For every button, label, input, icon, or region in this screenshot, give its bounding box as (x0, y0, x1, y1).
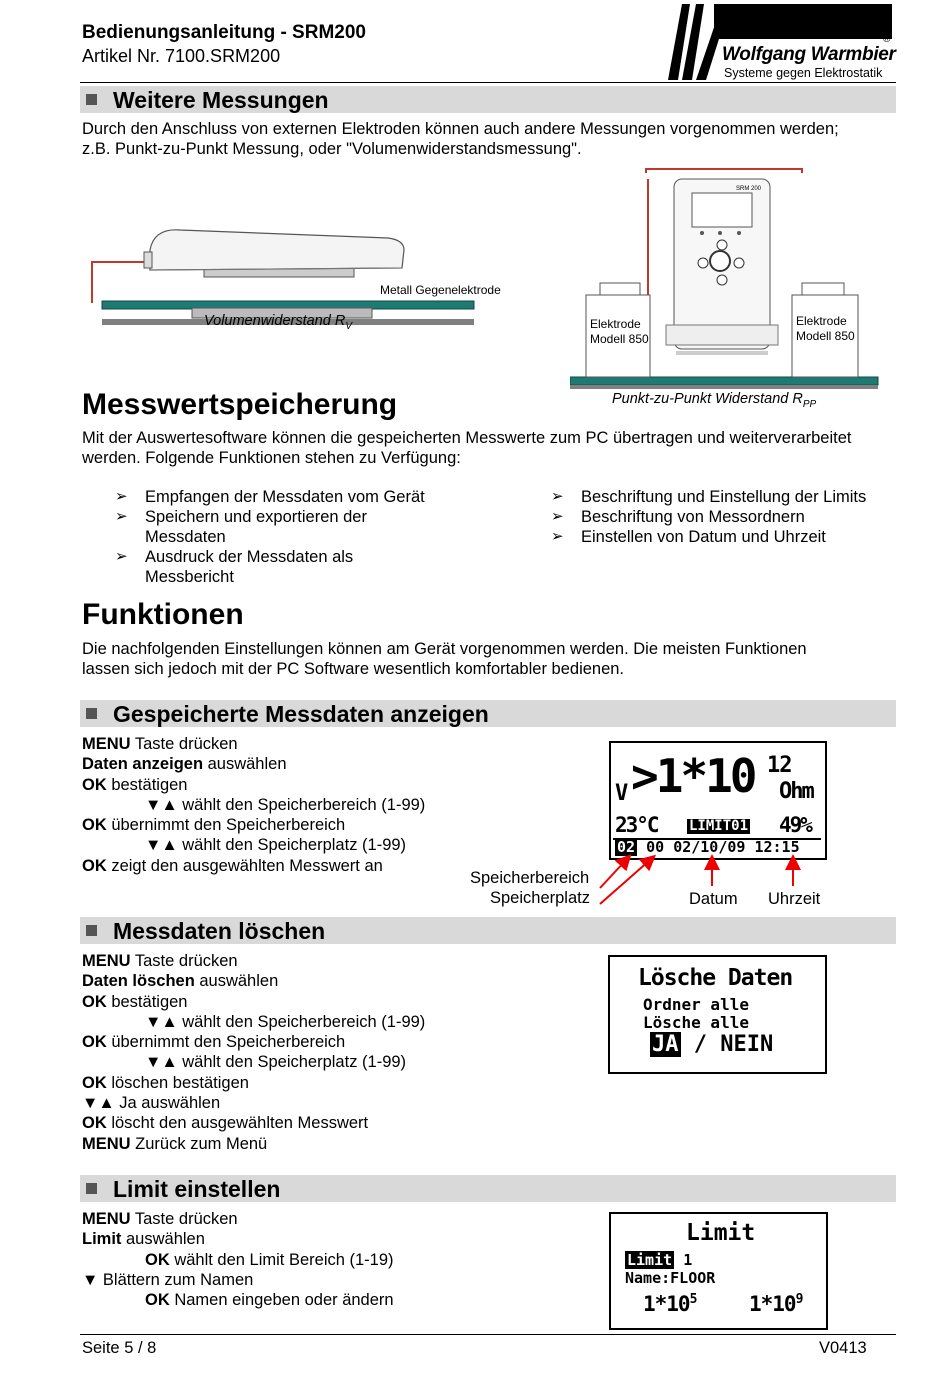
arrow-bullet-icon: ➢ (115, 548, 128, 565)
instruction-line: Limit auswählen (82, 1230, 205, 1249)
section-title: Gespeicherte Messdaten anzeigen (113, 701, 489, 727)
instruction-line: OK wählt den Limit Bereich (1-19) (145, 1250, 394, 1269)
lcd-limit-name: Name:FLOOR (625, 1269, 716, 1287)
lcd-delete-display (608, 955, 827, 1074)
instruction-line: OK löschen bestätigen (82, 1073, 249, 1092)
square-bullet-icon (86, 925, 97, 936)
square-bullet-icon (86, 94, 97, 105)
feature-list-left (115, 487, 445, 587)
instruction-line: Daten löschen auswählen (82, 972, 279, 991)
header-rule (80, 82, 896, 83)
instruction-line: MENU Taste drücken (82, 735, 238, 753)
instruction-line: OK übernimmt den Speicherbereich (82, 1033, 346, 1052)
lcd-humidity: 49% (779, 813, 811, 837)
section-bar-weitere-messungen (80, 86, 896, 113)
list-item: ➢ Beschriftung von Messordnern (551, 508, 805, 526)
lcd-limit-title: Limit (686, 1220, 756, 1246)
instruction-line: ▼▲ Ja auswählen (82, 1094, 221, 1113)
fig-caption-left: Volumenwiderstand $R_V$ (204, 313, 352, 332)
electrode-left-label: Elektrode Modell 850 (590, 317, 649, 346)
ja-option: JA (652, 1032, 679, 1057)
instruction-line: MENU Taste drücken (82, 952, 238, 970)
electrode-right-label: Elektrode Modell 850 (796, 314, 855, 343)
lcd-prefix: V (615, 781, 629, 806)
instruction-line: ▼▲ wählt den Speicherplatz (1-99) (145, 836, 407, 855)
figure-volume-resistance (88, 222, 508, 332)
instruction-line: OK zeigt den ausgewählten Messwert an (82, 856, 383, 875)
lcd-delete-title: Lösche Daten (638, 965, 793, 991)
logo-tagline: Systeme gegen Elektrostatik (724, 66, 883, 80)
footer-rule (80, 1334, 896, 1335)
arrow-bullet-icon: ➢ (551, 508, 564, 525)
list-item: ➢ Einstellen von Datum und Uhrzeit (551, 528, 826, 546)
section-bar-messdaten-anzeigen (80, 700, 896, 727)
article-number: Artikel Nr. 7100.SRM200 (82, 46, 281, 66)
list-item: ➢ Speichern und exportieren der Messdaten (115, 508, 367, 546)
instruction-line: OK löscht den ausgewählten Messwert (82, 1114, 369, 1133)
device-label: SRM 200 (736, 186, 762, 192)
label-speicherbereich: Speicherbereich (470, 869, 590, 887)
instruction-line: ▼ Blättern zum Namen (82, 1270, 254, 1289)
label-speicherplatz: Speicherplatz (490, 889, 590, 907)
paragraph: Die nachfolgenden Einstellungen können am Gerät vorgenommen werden. Die meisten Funktionen lassen sich jedoch mit der PC Software wesentlich komfortabler bedienen. (82, 640, 807, 679)
fig-caption-right: Punkt-zu-Punkt Widerstand $R_{PP}$ (612, 391, 817, 410)
lcd-delete-line1: Ordner alle (643, 995, 749, 1014)
page-number: Seite 5 / 8 (82, 1339, 157, 1357)
lcd-limit-row: Limit 1 (627, 1251, 693, 1269)
instructions-loeschen (82, 951, 482, 1154)
lcd-value: >1*10 (631, 749, 755, 803)
lcd-limit-display (609, 1212, 828, 1330)
version: V0413 (819, 1339, 867, 1357)
instruction-line: OK übernimmt den Speicherbereich (82, 816, 346, 835)
company-logo (668, 4, 896, 82)
section-title: Messdaten löschen (113, 918, 326, 944)
list-item: ➢ Beschriftung und Einstellung der Limits (551, 488, 867, 506)
arrow-bullet-icon: ➢ (551, 528, 564, 545)
instruction-line: Daten anzeigen auswählen (82, 755, 287, 774)
list-item: ➢ Ausdruck der Messdaten als Messbericht (115, 548, 354, 586)
lcd-exponent: 12 (767, 753, 792, 778)
instruction-line: OK Namen eingeben oder ändern (145, 1291, 394, 1310)
feature-list-right (551, 487, 896, 547)
paragraph: Durch den Anschluss von externen Elektroden können auch andere Messungen vorgenommen werden; z.B. Punkt-zu-Punkt Messung, oder "Volumenwiderstandsmessung". (82, 120, 839, 159)
section-title: Limit einstellen (113, 1176, 281, 1202)
lcd-temperature: 23°C (615, 813, 658, 837)
instruction-line: OK bestätigen (82, 775, 188, 794)
logo-reg: ® (883, 34, 891, 45)
nein-option: NEIN (720, 1032, 774, 1057)
heading-funktionen: Funktionen (82, 598, 244, 631)
section-title: Weitere Messungen (113, 87, 329, 113)
lcd-limit-low: $1*10^5$ (643, 1292, 697, 1316)
heading-messwertspeicherung: Messwertspeicherung (82, 388, 398, 421)
doc-title: Bedienungsanleitung - SRM200 (82, 22, 366, 43)
lcd-status-line: 02 00 02/10/09 12:15 (617, 838, 800, 856)
arrow-bullet-icon: ➢ (551, 488, 564, 505)
section-bar-limit-einstellen (80, 1175, 896, 1202)
paragraph: Mit der Auswertesoftware können die gespeicherten Messwerte zum PC übertragen und weiterverarbeitet werden. Folgende Funktionen stehen zu Verfügung: (82, 429, 852, 468)
label-uhrzeit: Uhrzeit (768, 890, 821, 908)
square-bullet-icon (86, 1183, 97, 1194)
instruction-line: MENU Taste drücken (82, 1210, 238, 1228)
section-bar-messdaten-loeschen (80, 917, 896, 944)
instructions-anzeigen (82, 734, 482, 876)
figure-point-to-point (570, 165, 880, 410)
lcd-delete-line2: Lösche alle (643, 1013, 749, 1032)
logo-name: Wolfgang Warmbier (722, 44, 896, 65)
instructions-limit (82, 1209, 482, 1310)
instruction-line: ▼▲ wählt den Speicherbereich (1-99) (145, 795, 426, 814)
instruction-line: MENU Zurück zum Menü (82, 1134, 268, 1153)
list-item: ➢ Empfangen der Messdaten vom Gerät (115, 488, 425, 506)
lcd-limit-high: $1*10^9$ (749, 1292, 803, 1316)
fig-label-counter-electrode: Metall Gegenelektrode (380, 283, 501, 297)
lcd-measurement-display (609, 741, 827, 860)
label-datum: Datum (689, 890, 738, 908)
lcd-delete-choice: JA / NEIN (652, 1032, 774, 1057)
lcd-limit-tag: LIMIT01 (689, 818, 749, 834)
square-bullet-icon (86, 708, 97, 719)
lcd-unit: Ohm (779, 779, 813, 804)
arrow-bullet-icon: ➢ (115, 488, 128, 505)
arrow-bullet-icon: ➢ (115, 508, 128, 525)
instruction-line: ▼▲ wählt den Speicherplatz (1-99) (145, 1053, 407, 1072)
instruction-line: OK bestätigen (82, 992, 188, 1011)
instruction-line: ▼▲ wählt den Speicherbereich (1-99) (145, 1012, 426, 1031)
